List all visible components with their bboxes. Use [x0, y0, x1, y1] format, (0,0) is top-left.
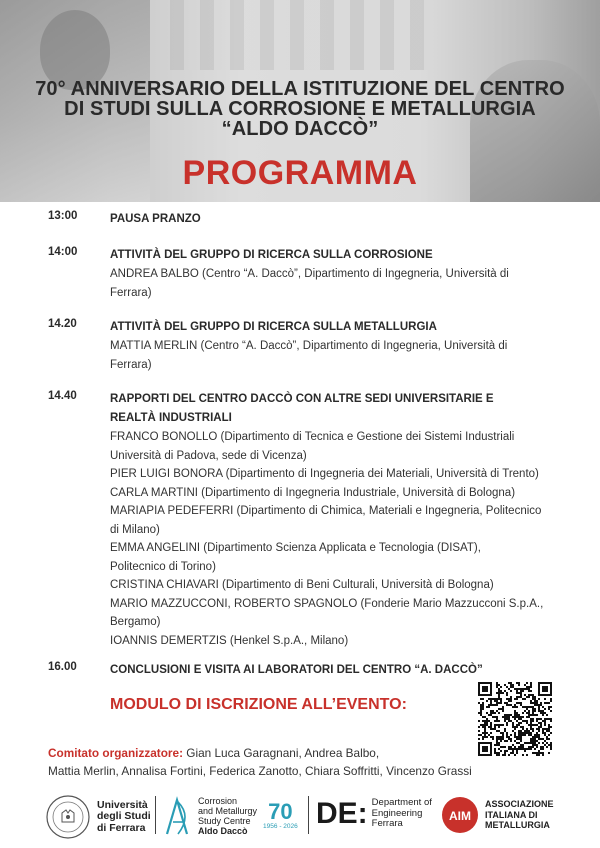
de-text-line: Engineering: [371, 807, 423, 819]
unife-text-line: Università: [97, 798, 148, 811]
unife-seal-icon: [45, 794, 91, 840]
speaker-line: IOANNIS DEMERTZIS (Henkel S.p.A., Milano): [110, 634, 349, 647]
speaker-line: ANDREA BALBO (Centro “A. Daccò”, Dipartimento di Ingegneria, Università di: [110, 268, 509, 280]
event-title-line: 70° ANNIVERSARIO DELLA ISTITUZIONE DEL CENTRO: [35, 78, 565, 100]
de-text: [372, 798, 432, 830]
speaker-line: MARIO MAZZUCCONI, ROBERTO SPAGNOLO (Fonderie Mario Mazzucconi S.p.A.,: [110, 597, 544, 610]
dacco-text-line: and Metallurgy: [198, 806, 258, 816]
logo-unife: [45, 794, 151, 840]
slot-time: 14.20: [48, 318, 77, 330]
slot-body: [110, 661, 550, 680]
speaker-line: Politecnico di Torino): [110, 560, 216, 573]
logo-dacco: [163, 794, 298, 838]
logo-aim: [441, 796, 554, 834]
event-title: [20, 79, 580, 139]
programma-heading: PROGRAMMA: [182, 154, 418, 192]
committee-members: Gian Luca Garagnani, Andrea Balbo,: [183, 746, 380, 760]
speaker-line: MARIAPIA PEDEFERRI (Dipartimento di Chimica, Materiali e Ingegneria, Politecnico: [110, 505, 542, 517]
speaker-line: PIER LUIGI BONORA (Dipartimento di Ingegneria dei Materiali, Università di Trento): [110, 468, 539, 480]
organizing-committee: [48, 744, 518, 780]
logo-divider: [308, 796, 309, 834]
speaker-line: EMMA ANGELINI (Dipartimento Scienza Applicata e Tecnologia (DISAT),: [110, 542, 481, 554]
aim-text: [485, 799, 554, 831]
de-text-line: Ferrara: [371, 818, 403, 829]
de-mark: DE:: [316, 796, 368, 830]
unife-text-line: di Ferrara: [97, 821, 146, 834]
slot-time: 16.00: [48, 661, 77, 673]
committee-label: Comitato organizzatore:: [48, 746, 184, 760]
dacco-text-line: Corrosion: [198, 796, 238, 806]
committee-line: [48, 744, 518, 762]
speaker-line: Ferrara): [110, 286, 152, 299]
dacco-logo-icon: [163, 794, 193, 838]
slot-title: CONCLUSIONI E VISITA AI LABORATORI DEL CENTRO “A. DACCÒ”: [110, 664, 483, 676]
dacco-text: [198, 796, 257, 836]
aim-text-line: ASSOCIAZIONE: [485, 799, 554, 810]
speaker-line: MATTIA MERLIN (Centro “A. Daccò”, Dipartimento di Ingegneria, Università di: [110, 340, 508, 352]
unife-text-line: degli Studi: [97, 810, 151, 823]
slot-title: ATTIVITÀ DEL GRUPPO DI RICERCA SULLA CORROSIONE: [110, 249, 433, 261]
logo-divider: [155, 796, 156, 834]
slot-title: PAUSA PRANZO: [110, 213, 201, 225]
speaker-line: di Milano): [110, 523, 160, 536]
dacco-70: 70: [268, 799, 293, 824]
logo-de-ferrara: [316, 798, 432, 830]
aim-text-line: METALLURGIA: [485, 820, 550, 831]
speaker-line: Ferrara): [110, 358, 152, 371]
slot-body: [110, 390, 550, 650]
slot-title: REALTÀ INDUSTRIALI: [110, 412, 232, 424]
slot-body: [110, 318, 550, 374]
event-title-line: “ALDO DACCÒ”: [221, 118, 379, 140]
slot-time: 14.40: [48, 390, 77, 402]
slot-body: [110, 210, 550, 229]
aim-logo-icon: [441, 796, 479, 834]
speaker-line: Università di Padova, sede di Vicenza): [110, 449, 307, 462]
unife-text: [97, 800, 151, 835]
speaker-line: CARLA MARTINI (Dipartimento di Ingegneria Industriale, Università di Bologna): [110, 486, 516, 499]
aim-text-line: ITALIANA DI: [485, 809, 538, 820]
speaker-line: Bergamo): [110, 616, 161, 628]
event-title-line: DI STUDI SULLA CORROSIONE E METALLURGIA: [64, 98, 536, 120]
footer-logos: [0, 786, 600, 848]
aim-mark: AIM: [449, 809, 471, 823]
speaker-line: FRANCO BONOLLO (Dipartimento di Tecnica e Gestione dei Sistemi Industriali: [110, 431, 515, 443]
slot-time: 14:00: [48, 246, 78, 258]
dacco-text-line: Study Centre: [198, 816, 251, 826]
slot-time: 13:00: [48, 210, 78, 222]
dacco-years: 1956 - 2026: [263, 823, 298, 830]
slot-title: RAPPORTI DEL CENTRO DACCÒ CON ALTRE SEDI UNIVERSITARIE E: [110, 393, 494, 405]
de-text-line: Department of: [371, 797, 432, 808]
dacco-text-line: Aldo Daccò: [198, 826, 248, 836]
slot-body: [110, 246, 550, 302]
dacco-anniversary: [263, 801, 298, 831]
speaker-line: CRISTINA CHIAVARI (Dipartimento di Beni Culturali, Università di Bologna): [110, 579, 494, 591]
registration-heading: MODULO DI ISCRIZIONE ALL’EVENTO:: [110, 696, 407, 713]
committee-members: Mattia Merlin, Annalisa Fortini, Federica Zanotto, Chiara Soffritti, Vincenzo Grassi: [48, 764, 472, 778]
slot-title: ATTIVITÀ DEL GRUPPO DI RICERCA SULLA METALLURGIA: [110, 321, 437, 333]
